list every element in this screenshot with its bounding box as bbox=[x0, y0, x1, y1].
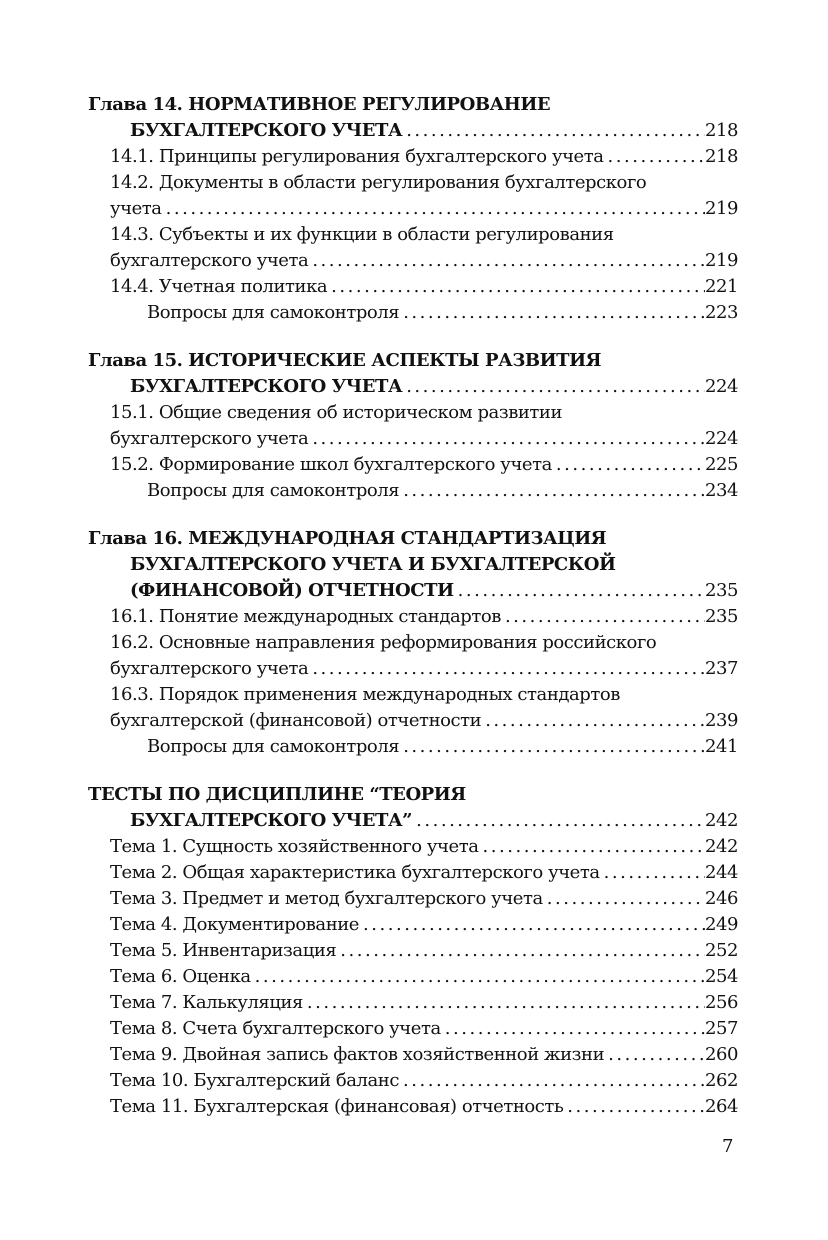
entry-title: 14.4. Учетная политика bbox=[110, 276, 328, 297]
page-ref: 254 bbox=[704, 966, 738, 987]
toc-entry bbox=[88, 1094, 738, 1120]
dot-leader bbox=[441, 1016, 705, 1042]
questions-entry bbox=[88, 734, 738, 760]
dot-leader bbox=[359, 912, 705, 938]
page-ref: 237 bbox=[704, 658, 738, 679]
entry-title: 16.2. Основные направления реформирования российского bbox=[110, 632, 657, 653]
entry-title: 16.1. Понятие международных стандартов bbox=[110, 606, 501, 627]
questions-entry bbox=[88, 478, 738, 504]
page-ref: 234 bbox=[704, 480, 738, 501]
page-ref: 218 bbox=[704, 120, 738, 141]
toc-entry bbox=[88, 604, 738, 630]
toc-entry bbox=[88, 222, 738, 248]
chapter-heading bbox=[88, 526, 738, 552]
dot-leader bbox=[336, 938, 705, 964]
entry-title: Тема 7. Калькуляция bbox=[110, 992, 303, 1013]
dot-leader bbox=[402, 118, 705, 144]
dot-leader bbox=[501, 604, 705, 630]
entry-title: Тема 9. Двойная запись фактов хозяйственной жизни bbox=[110, 1044, 605, 1065]
entry-title: бухгалтерского учета bbox=[110, 250, 309, 271]
chapter-title-line: Глава 14. НОРМАТИВНОЕ РЕГУЛИРОВАНИЕ bbox=[88, 94, 551, 115]
entry-title: бухгалтерского учета bbox=[110, 658, 309, 679]
chapter-heading bbox=[88, 118, 738, 144]
dot-leader bbox=[600, 860, 705, 886]
page-ref: 260 bbox=[704, 1044, 738, 1065]
toc-entry bbox=[88, 990, 738, 1016]
dot-leader bbox=[162, 196, 705, 222]
page-ref: 249 bbox=[704, 914, 738, 935]
entry-title: бухгалтерской (финансовой) отчетности bbox=[110, 710, 482, 731]
page-ref: 244 bbox=[704, 862, 738, 883]
chapter-title-line: БУХГАЛТЕРСКОГО УЧЕТА bbox=[130, 376, 403, 397]
toc-entry bbox=[88, 860, 738, 886]
page-ref: 225 bbox=[704, 454, 738, 475]
toc-entry bbox=[88, 400, 738, 426]
page-ref: 221 bbox=[704, 276, 738, 297]
dot-leader bbox=[604, 144, 705, 170]
entry-title: Тема 6. Оценка bbox=[110, 966, 251, 987]
toc-entry bbox=[88, 938, 738, 964]
toc-entry bbox=[88, 1068, 738, 1094]
entry-title: Вопросы для самоконтроля bbox=[147, 302, 400, 323]
page-ref: 219 bbox=[704, 250, 738, 271]
page-ref: 235 bbox=[704, 580, 738, 601]
chapter-heading bbox=[88, 374, 738, 400]
entry-title: Тема 5. Инвентаризация bbox=[110, 940, 337, 961]
page-ref: 256 bbox=[704, 992, 738, 1013]
entry-title: Тема 2. Общая характеристика бухгалтерского учета bbox=[110, 862, 600, 883]
page-ref: 224 bbox=[704, 428, 738, 449]
tests-section bbox=[88, 782, 738, 1120]
page-ref: 239 bbox=[704, 710, 738, 731]
chapter-title-line: БУХГАЛТЕРСКОГО УЧЕТА И БУХГАЛТЕРСКОЙ bbox=[130, 554, 616, 575]
toc-entry-continuation bbox=[88, 196, 738, 222]
chapter-heading bbox=[88, 92, 738, 118]
chapter-heading bbox=[88, 808, 738, 834]
chapter-title-line: ТЕСТЫ ПО ДИСЦИПЛИНЕ “ТЕОРИЯ bbox=[88, 784, 466, 805]
toc-entry bbox=[88, 834, 738, 860]
page-ref: 224 bbox=[704, 376, 738, 397]
toc-entry bbox=[88, 1016, 738, 1042]
toc-entry bbox=[88, 144, 738, 170]
entry-title: Вопросы для самоконтроля bbox=[147, 736, 400, 757]
dot-leader bbox=[399, 1068, 705, 1094]
page-ref: 246 bbox=[704, 888, 738, 909]
chapter-title-line: Глава 15. ИСТОРИЧЕСКИЕ АСПЕКТЫ РАЗВИТИЯ bbox=[88, 350, 602, 371]
toc-entry bbox=[88, 452, 738, 478]
table-of-contents bbox=[88, 92, 738, 1120]
page-ref: 242 bbox=[704, 810, 738, 831]
chapter-14 bbox=[88, 92, 738, 326]
entry-title: 14.1. Принципы регулирования бухгалтерского учета bbox=[110, 146, 604, 167]
dot-leader bbox=[251, 964, 705, 990]
dot-leader bbox=[543, 886, 705, 912]
dot-leader bbox=[327, 274, 705, 300]
chapter-title-line: БУХГАЛТЕРСКОГО УЧЕТА” bbox=[130, 810, 413, 831]
page-ref: 241 bbox=[704, 736, 738, 757]
page-ref: 252 bbox=[704, 940, 738, 961]
toc-entry bbox=[88, 682, 738, 708]
toc-entry bbox=[88, 964, 738, 990]
toc-entry bbox=[88, 170, 738, 196]
dot-leader bbox=[412, 808, 705, 834]
entry-title: Тема 3. Предмет и метод бухгалтерского учета bbox=[110, 888, 543, 909]
chapter-heading bbox=[88, 348, 738, 374]
chapter-title-line: (ФИНАНСОВОЙ) ОТЧЕТНОСТИ bbox=[130, 580, 454, 601]
chapter-16 bbox=[88, 526, 738, 760]
toc-entry-continuation bbox=[88, 656, 738, 682]
toc-entry bbox=[88, 274, 738, 300]
toc-entry bbox=[88, 630, 738, 656]
toc-entry-continuation bbox=[88, 708, 738, 734]
questions-entry bbox=[88, 300, 738, 326]
entry-title: 15.2. Формирование школ бухгалтерского учета bbox=[110, 454, 552, 475]
chapter-heading bbox=[88, 782, 738, 808]
toc-entry bbox=[88, 1042, 738, 1068]
entry-title: Тема 10. Бухгалтерский баланс bbox=[110, 1070, 399, 1091]
chapter-heading bbox=[88, 552, 738, 578]
dot-leader bbox=[552, 452, 705, 478]
dot-leader bbox=[303, 990, 705, 1016]
entry-title: учета bbox=[110, 198, 162, 219]
page-ref: 235 bbox=[704, 606, 738, 627]
dot-leader bbox=[399, 478, 705, 504]
chapter-title-line: БУХГАЛТЕРСКОГО УЧЕТА bbox=[130, 120, 403, 141]
entry-title: 15.1. Общие сведения об историческом развитии bbox=[110, 402, 563, 423]
toc-entry bbox=[88, 886, 738, 912]
dot-leader bbox=[402, 374, 705, 400]
entry-title: 16.3. Порядок применения международных стандартов bbox=[110, 684, 620, 705]
entry-title: Тема 4. Документирование bbox=[110, 914, 359, 935]
entry-title: бухгалтерского учета bbox=[110, 428, 309, 449]
toc-entry bbox=[88, 912, 738, 938]
page-ref: 242 bbox=[704, 836, 738, 857]
dot-leader bbox=[308, 426, 705, 452]
entry-title: 14.3. Субъекты и их функции в области регулирования bbox=[110, 224, 614, 245]
entry-title: Тема 8. Счета бухгалтерского учета bbox=[110, 1018, 441, 1039]
entry-title: 14.2. Документы в области регулирования бухгалтерского bbox=[110, 172, 647, 193]
page-ref: 218 bbox=[704, 146, 738, 167]
dot-leader bbox=[308, 656, 705, 682]
dot-leader bbox=[481, 708, 705, 734]
toc-entry-continuation bbox=[88, 248, 738, 274]
page-ref: 264 bbox=[704, 1096, 738, 1117]
page-ref: 223 bbox=[704, 302, 738, 323]
dot-leader bbox=[479, 834, 705, 860]
entry-title: Вопросы для самоконтроля bbox=[147, 480, 400, 501]
toc-entry-continuation bbox=[88, 426, 738, 452]
chapter-heading bbox=[88, 578, 738, 604]
page-ref: 262 bbox=[704, 1070, 738, 1091]
chapter-title-line: Глава 16. МЕЖДУНАРОДНАЯ СТАНДАРТИЗАЦИЯ bbox=[88, 528, 607, 549]
dot-leader bbox=[454, 578, 705, 604]
dot-leader bbox=[308, 248, 705, 274]
entry-title: Тема 11. Бухгалтерская (финансовая) отчетность bbox=[110, 1096, 564, 1117]
dot-leader bbox=[604, 1042, 705, 1068]
dot-leader bbox=[399, 734, 705, 760]
entry-title: Тема 1. Сущность хозяйственного учета bbox=[110, 836, 479, 857]
page-number: 7 bbox=[722, 1136, 734, 1157]
dot-leader bbox=[399, 300, 705, 326]
chapter-15 bbox=[88, 348, 738, 504]
page-ref: 257 bbox=[704, 1018, 738, 1039]
dot-leader bbox=[563, 1094, 705, 1120]
page-ref: 219 bbox=[704, 198, 738, 219]
